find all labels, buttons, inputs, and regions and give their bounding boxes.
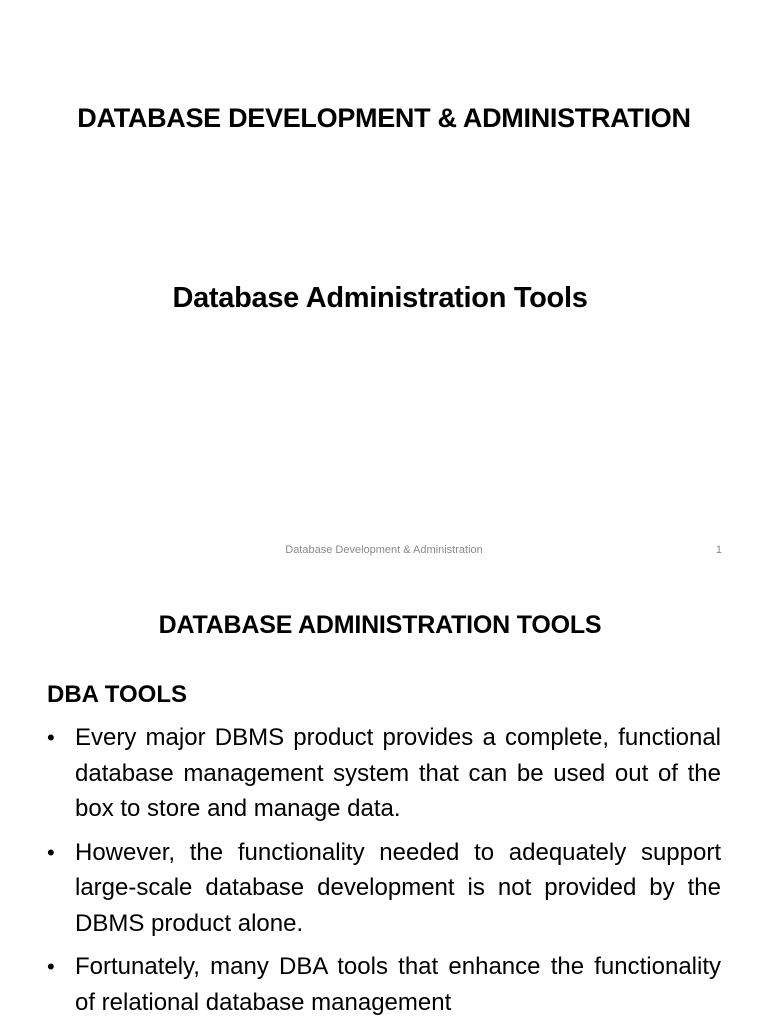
bullet-list [47,720,721,1024]
slide-2-title: DATABASE ADMINISTRATION TOOLS [158,611,602,639]
bullet-item [47,720,721,827]
bullet-icon: • [47,839,55,865]
bullet-item [47,835,721,942]
slide-2 [0,576,768,1024]
bullet-icon: • [47,725,55,750]
slide-1-footer: Database Development & Administration [285,544,483,556]
bullet-icon: • [47,954,55,979]
bullet-text: Every major DBMS product provides a complete, functional database management system that can be used out of the box to store and manage data. [75,724,721,822]
slide-1-subtitle: Database Administration Tools [172,282,588,314]
slide-2-heading: DBA TOOLS [47,681,188,708]
slide-1-title: DATABASE DEVELOPMENT & ADMINISTRATION [77,103,691,133]
bullet-text: Fortunately, many DBA tools that enhance the functionality of relational database management [75,953,721,1016]
bullet-text: However, the functionality needed to adequately support large-scale database development is not provided by the DBMS product alone. [75,838,721,937]
slide-1-page-number: 1 [715,544,722,556]
bullet-item [47,949,721,1020]
